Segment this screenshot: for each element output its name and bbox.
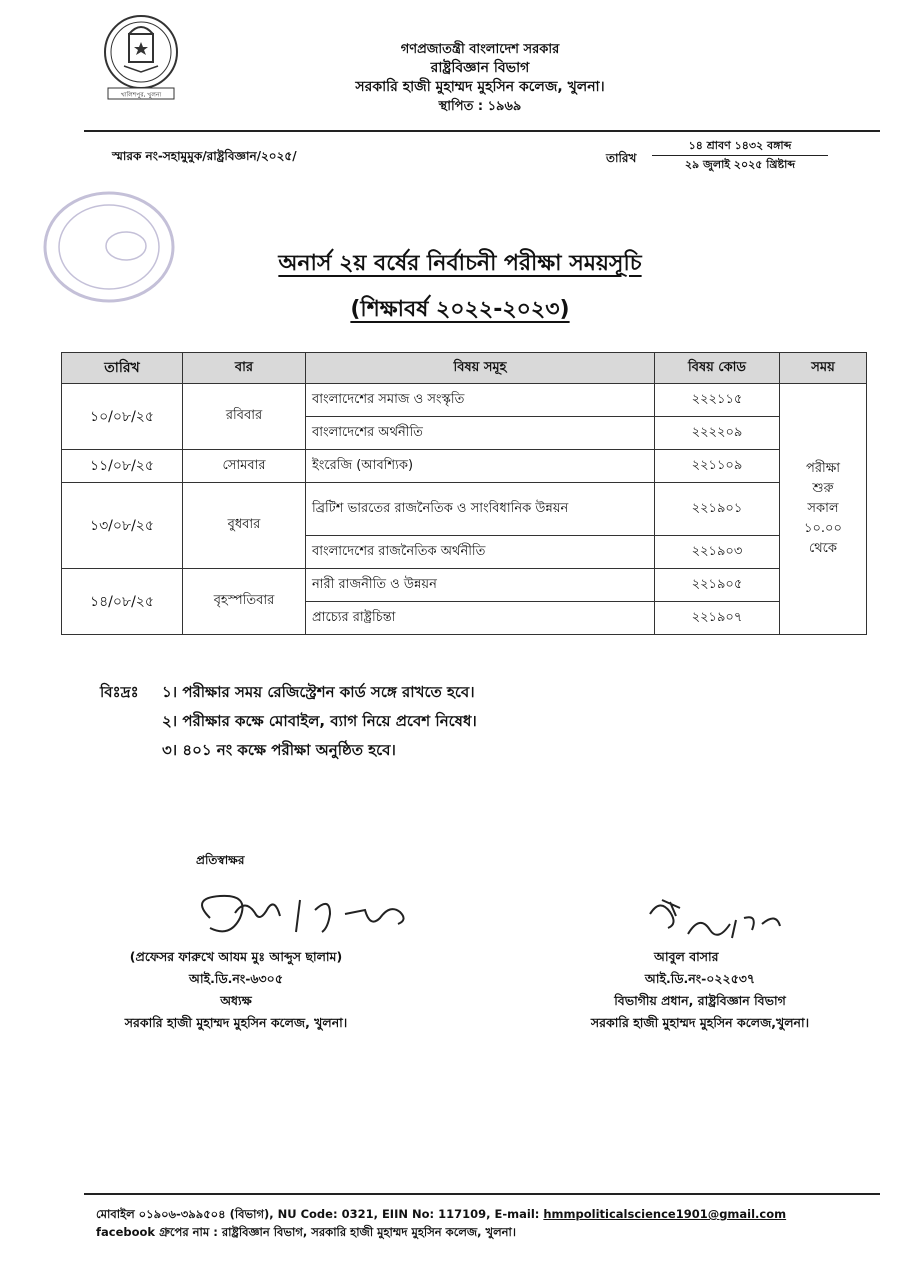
day-cell: বুধবার — [183, 483, 306, 569]
day-cell: রবিবার — [183, 384, 306, 450]
head-signature-block — [520, 946, 880, 1034]
head-designation: বিভাগীয় প্রধান, রাষ্ট্রবিজ্ঞান বিভাগ — [614, 993, 786, 1008]
time-line: পরীক্ষা — [806, 461, 840, 476]
footer — [96, 1205, 786, 1241]
time-line: শুরু — [812, 481, 834, 496]
code-cell: ২২১৯০১ — [655, 483, 780, 536]
header-divider — [84, 130, 880, 132]
svg-text:খালিশপুর, খুলনা: খালিশপুর, খুলনা — [120, 91, 162, 99]
note-item — [100, 678, 477, 707]
date-cell: ১৩/০৮/২৫ — [62, 483, 183, 569]
footer-contact-text: মোবাইল ০১৯০৬-৩৯৯৫০৪ (বিভাগ), NU Code: 0321, EIIN No: 117109, E-mail: — [96, 1207, 544, 1221]
subject-cell: বাংলাদেশের সমাজ ও সংস্কৃতি — [306, 384, 655, 417]
table-row — [62, 569, 867, 602]
time-line: থেকে — [808, 541, 837, 556]
header-day: বার — [183, 353, 306, 384]
head-name: আবুল বাসার — [654, 949, 719, 964]
notes-label: বিঃদ্রঃ — [100, 683, 139, 701]
subject-cell: ব্রিটিশ ভারতের রাজনৈতিক ও সাংবিধানিক উন্নয়ন — [306, 483, 655, 536]
note-item — [100, 736, 477, 765]
code-cell: ২২১৯০৫ — [655, 569, 780, 602]
principal-designation: অধ্যক্ষ — [220, 993, 252, 1008]
code-cell: ২২২২০৯ — [655, 417, 780, 450]
footer-divider — [84, 1193, 880, 1195]
principal-institution: সরকারি হাজী মুহাম্মদ মুহসিন কলেজ, খুলনা। — [124, 1015, 348, 1030]
handwritten-signature-icon — [180, 888, 420, 944]
date-box — [652, 137, 828, 174]
session-title: (শিক্ষাবর্ষ ২০২২-২০২৩) — [350, 297, 570, 322]
header-time: সময় — [780, 353, 867, 384]
code-cell: ২২১৯০৭ — [655, 602, 780, 635]
table-header-row — [62, 353, 867, 384]
table-row — [62, 483, 867, 536]
head-institution: সরকারি হাজী মুহাম্মদ মুহসিন কলেজ,খুলনা। — [590, 1015, 810, 1030]
page-title: অনার্স ২য় বর্ষের নির্বাচনী পরীক্ষা সময়সূচি — [278, 251, 642, 276]
subject-cell: নারী রাজনীতি ও উন্নয়ন — [306, 569, 655, 602]
principal-signature-block — [76, 946, 396, 1034]
letterhead — [300, 40, 660, 116]
college-line: সরকারি হাজী মুহাম্মদ মুহসিন কলেজ, খুলনা। — [355, 79, 605, 95]
note-item — [100, 707, 477, 736]
time-cell — [780, 384, 867, 635]
date-label: তারিখ — [606, 151, 637, 165]
government-line: গণপ্রজাতন্ত্রী বাংলাদেশ সরকার — [400, 42, 560, 57]
department-seal-icon — [40, 188, 178, 306]
table-row — [62, 384, 867, 417]
date-cell: ১০/০৮/২৫ — [62, 384, 183, 450]
memo-number: স্মারক নং-সহামুমুক/রাষ্ট্রবিজ্ঞান/২০২৫/ — [112, 149, 297, 163]
note-text: ১। পরীক্ষার সময় রেজিস্ট্রেশন কার্ড সঙ্গে রাখতে হবে। — [162, 683, 475, 701]
code-cell: ২২১১০৯ — [655, 450, 780, 483]
header-date: তারিখ — [62, 353, 183, 384]
department-line: রাষ্ট্রবিজ্ঞান বিভাগ — [430, 60, 530, 76]
notes-section — [100, 678, 477, 765]
code-cell: ২২১৯০৩ — [655, 536, 780, 569]
table-row — [62, 450, 867, 483]
date-cell: ১১/০৮/২৫ — [62, 450, 183, 483]
footer-facebook-line: facebook গ্রুপের নাম : রাষ্ট্রবিজ্ঞান বিভাগ, সরকারি হাজী মুহাম্মদ মুহসিন কলেজ, খুলনা। — [96, 1225, 516, 1239]
established-line: স্থাপিত : ১৯৬৯ — [438, 99, 522, 114]
principal-name: (প্রফেসর ফারুখে আযম মুঃ আব্দুস ছালাম) — [129, 949, 343, 964]
principal-id: আই.ডি.নং-৬৩০৫ — [189, 971, 283, 986]
day-cell: সোমবার — [183, 450, 306, 483]
subject-cell: ইংরেজি (আবশ্যিক) — [306, 450, 655, 483]
college-emblem-icon — [98, 12, 184, 100]
subject-cell: বাংলাদেশের অর্থনীতি — [306, 417, 655, 450]
exam-schedule-table — [61, 352, 867, 635]
countersign-label: প্রতিস্বাক্ষর — [196, 853, 245, 867]
code-cell: ২২২১১৫ — [655, 384, 780, 417]
note-text: ২। পরীক্ষার কক্ষে মোবাইল, ব্যাগ নিয়ে প্রবেশ নিষেধ। — [162, 712, 477, 730]
date-bangla: ১৪ শ্রাবণ ১৪৩২ বঙ্গাব্দ — [652, 137, 828, 156]
time-line: সকাল — [807, 501, 839, 516]
note-text: ৩। ৪০১ নং কক্ষে পরীক্ষা অনুষ্ঠিত হবে। — [162, 741, 396, 759]
footer-contact-line — [96, 1205, 786, 1223]
email-link[interactable]: hmmpoliticalscience1901@gmail.com — [543, 1207, 787, 1221]
date-cell: ১৪/০৮/২৫ — [62, 569, 183, 635]
header-code: বিষয় কোড — [655, 353, 780, 384]
time-line: ১০.০০ — [804, 521, 842, 536]
day-cell: বৃহস্পতিবার — [183, 569, 306, 635]
header-subject: বিষয় সমূহ — [306, 353, 655, 384]
subject-cell: প্রাচ্যের রাষ্ট্রচিন্তা — [306, 602, 655, 635]
date-english: ২৯ জুলাই ২০২৫ খ্রিষ্টাব্দ — [684, 158, 796, 171]
head-id: আই.ডি.নং-০২২৫৩৭ — [644, 971, 756, 986]
subject-cell: বাংলাদেশের রাজনৈতিক অর্থনীতি — [306, 536, 655, 569]
